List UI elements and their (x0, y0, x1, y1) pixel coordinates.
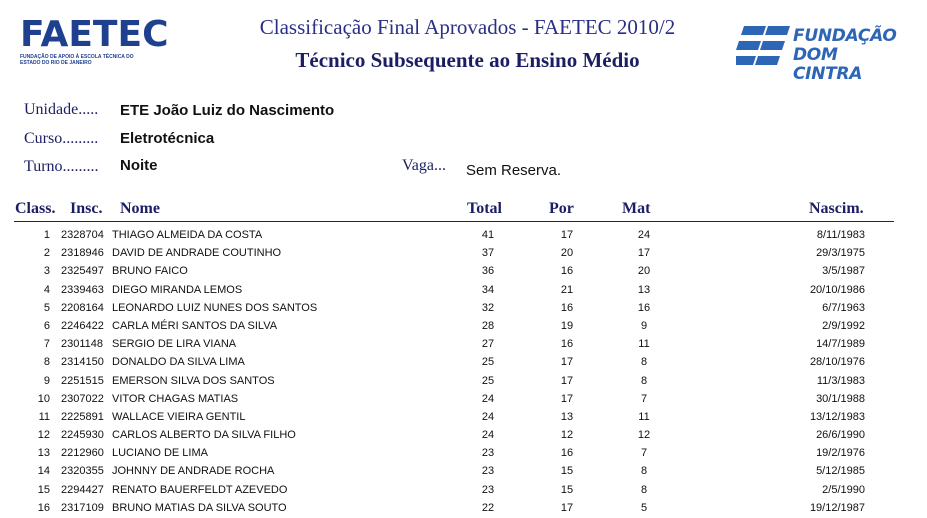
cell-nasc: 30/1/1988 (816, 392, 865, 405)
vaga-value: Sem Reserva. (466, 162, 562, 179)
col-header-insc: Insc. (70, 200, 103, 217)
cell-insc: 2314150 (61, 356, 104, 369)
cell-class: 10 (37, 392, 50, 405)
table-row (0, 373, 927, 391)
cell-total: 32 (481, 301, 495, 314)
cell-mat: 16 (637, 301, 651, 314)
cell-total: 25 (481, 374, 495, 387)
cell-insc: 2208164 (61, 301, 104, 314)
cell-total: 27 (481, 338, 495, 351)
col-header-total: Total (467, 200, 502, 217)
cell-mat: 11 (638, 410, 650, 423)
cell-class: 3 (43, 265, 50, 278)
cell-insc: 2246422 (61, 319, 104, 332)
cell-total: 28 (481, 319, 495, 332)
cell-por: 15 (560, 465, 574, 478)
dom-cintra-logo (736, 24, 906, 84)
cell-mat: 24 (637, 229, 651, 241)
cell-nome: WALLACE VIEIRA GENTIL (112, 410, 246, 423)
cell-total: 24 (481, 429, 495, 442)
cell-mat: 13 (637, 283, 651, 296)
cell-total: 24 (481, 392, 495, 405)
cell-por: 20 (560, 247, 574, 260)
cell-total: 22 (481, 501, 495, 514)
curso-label: Curso......... (24, 130, 99, 147)
cell-total: 23 (481, 447, 495, 460)
results-table (0, 227, 927, 518)
col-header-class: Class. (15, 200, 56, 217)
cell-insc: 2318946 (61, 247, 104, 260)
cell-mat: 20 (637, 265, 651, 278)
faetec-logo-word: FAETEC (20, 14, 169, 55)
cell-por: 16 (560, 338, 574, 351)
cell-nome: LEONARDO LUIZ NUNES DOS SANTOS (112, 301, 318, 314)
cell-total: 23 (481, 465, 495, 478)
cell-mat: 12 (637, 429, 651, 442)
cell-nasc: 13/12/1983 (809, 410, 865, 423)
cell-total: 36 (481, 265, 495, 278)
page-title: Classificação Final Aprovados - FAETEC 2010/2 (259, 15, 676, 39)
cell-class: 6 (43, 319, 50, 332)
unidade-label: Unidade..... (24, 101, 99, 118)
col-header-nome: Nome (120, 200, 160, 217)
cell-insc: 2325497 (61, 265, 104, 278)
table-row (0, 354, 927, 372)
cell-class: 1 (43, 229, 50, 241)
cell-insc: 2320355 (61, 465, 104, 478)
table-row (0, 227, 927, 245)
cell-nome: CARLA MÉRI SANTOS DA SILVA (112, 319, 278, 332)
cell-total: 37 (481, 247, 495, 260)
faetec-logo (20, 16, 170, 68)
table-row (0, 318, 927, 336)
cell-nasc: 19/2/1976 (816, 447, 865, 460)
cell-total: 23 (481, 483, 495, 496)
vaga-label: Vaga... (402, 157, 446, 174)
cell-class: 2 (43, 247, 50, 260)
cell-total: 24 (481, 410, 495, 423)
cell-por: 17 (560, 392, 574, 405)
table-row (0, 391, 927, 409)
cell-por: 13 (560, 410, 574, 423)
cell-por: 17 (560, 501, 574, 514)
unidade-value: ETE João Luiz do Nascimento (120, 102, 335, 119)
table-row (0, 445, 927, 463)
cell-nome: LUCIANO DE LIMA (112, 447, 208, 460)
cell-total: 34 (481, 283, 495, 296)
cell-nasc: 2/5/1990 (822, 483, 865, 496)
cell-insc: 2339463 (61, 283, 104, 296)
cell-class: 8 (43, 356, 50, 369)
cell-mat: 7 (640, 392, 648, 405)
cell-class: 16 (37, 501, 50, 514)
cell-por: 12 (560, 429, 574, 442)
table-row (0, 463, 927, 481)
cell-insc: 2245930 (61, 429, 104, 442)
cell-nasc: 8/11/1983 (816, 229, 865, 241)
col-header-nascim: Nascim. (809, 200, 864, 217)
cell-por: 17 (560, 374, 574, 387)
cell-nasc: 28/10/1976 (809, 356, 865, 369)
cell-por: 16 (560, 301, 574, 314)
cell-nome: SERGIO DE LIRA VIANA (112, 338, 237, 351)
cell-mat: 8 (640, 356, 648, 369)
cell-total: 41 (481, 229, 495, 241)
cell-insc: 2294427 (61, 483, 104, 496)
cell-insc: 2212960 (61, 447, 104, 460)
cell-insc: 2317109 (61, 501, 104, 514)
table-row (0, 300, 927, 318)
cell-nasc: 11/3/1983 (816, 374, 865, 387)
cell-mat: 17 (637, 247, 651, 260)
cell-nasc: 26/6/1990 (816, 429, 865, 442)
cell-class: 11 (38, 410, 50, 423)
header-divider (14, 221, 894, 222)
cell-nome: VITOR CHAGAS MATIAS (112, 392, 239, 405)
cell-nome: DONALDO DA SILVA LIMA (112, 356, 245, 369)
cell-por: 15 (560, 483, 574, 496)
cell-nasc: 2/9/1992 (822, 319, 865, 332)
turno-label: Turno......... (24, 158, 99, 175)
cell-nasc: 5/12/1985 (816, 465, 865, 478)
cell-nasc: 6/7/1963 (822, 301, 865, 314)
cell-nasc: 19/12/1987 (809, 501, 865, 514)
cell-nasc: 14/7/1989 (816, 338, 865, 351)
cell-class: 12 (37, 429, 50, 442)
cell-por: 21 (560, 283, 574, 296)
cell-nome: RENATO BAUERFELDT AZEVEDO (112, 483, 288, 496)
cell-nome: BRUNO FAICO (112, 265, 188, 278)
cell-nasc: 29/3/1975 (816, 247, 865, 260)
cell-total: 25 (481, 356, 495, 369)
turno-value: Noite (120, 157, 158, 174)
cell-por: 17 (560, 356, 574, 369)
dom-cintra-logo-mark-icon (736, 26, 792, 70)
table-row (0, 282, 927, 300)
cell-nome: CARLOS ALBERTO DA SILVA FILHO (112, 429, 296, 442)
dom-cintra-logo-text (793, 27, 906, 84)
col-header-por: Por (549, 200, 574, 217)
cell-class: 4 (43, 283, 50, 296)
faetec-logo-subtitle: FUNDAÇÃO DE APOIO À ESCOLA TÉCNICA DO ESTADO DO RIO DE JANEIRO (20, 54, 134, 66)
table-row (0, 336, 927, 354)
cell-nome: JOHNNY DE ANDRADE ROCHA (112, 465, 275, 478)
curso-value: Eletrotécnica (120, 130, 215, 147)
cell-insc: 2307022 (61, 392, 104, 405)
dom-cintra-logo-line2: DOM CINTRA (793, 45, 863, 84)
cell-por: 17 (560, 229, 574, 241)
table-row (0, 263, 927, 281)
cell-insc: 2301148 (61, 338, 104, 351)
cell-class: 13 (37, 447, 50, 460)
cell-class: 9 (43, 374, 50, 387)
cell-insc: 2225891 (61, 410, 104, 423)
cell-nome: THIAGO ALMEIDA DA COSTA (112, 229, 263, 241)
cell-nome: DAVID DE ANDRADE COUTINHO (112, 247, 282, 260)
cell-nome: EMERSON SILVA DOS SANTOS (112, 374, 275, 387)
table-row (0, 482, 927, 500)
cell-mat: 11 (638, 338, 650, 351)
col-header-mat: Mat (622, 200, 651, 217)
cell-mat: 8 (640, 483, 648, 496)
dom-cintra-logo-line1: FUNDAÇÃO (793, 26, 897, 46)
cell-nome: DIEGO MIRANDA LEMOS (112, 283, 243, 296)
cell-por: 16 (560, 265, 574, 278)
cell-class: 7 (43, 338, 50, 351)
table-row (0, 245, 927, 263)
cell-mat: 9 (640, 319, 648, 332)
cell-por: 16 (560, 447, 574, 460)
cell-class: 5 (43, 301, 50, 314)
cell-nome: BRUNO MATIAS DA SILVA SOUTO (112, 501, 287, 514)
cell-nasc: 20/10/1986 (809, 283, 865, 296)
page-subtitle: Técnico Subsequente ao Ensino Médio (295, 48, 640, 72)
cell-por: 19 (560, 319, 574, 332)
cell-mat: 8 (640, 465, 648, 478)
cell-insc: 2328704 (61, 229, 104, 241)
table-row (0, 409, 927, 427)
cell-mat: 5 (640, 501, 648, 514)
cell-class: 14 (37, 465, 50, 478)
cell-nasc: 3/5/1987 (822, 265, 865, 278)
cell-insc: 2251515 (61, 374, 104, 387)
table-row (0, 427, 927, 445)
cell-mat: 8 (640, 374, 648, 387)
cell-class: 15 (37, 483, 50, 496)
cell-mat: 7 (640, 447, 648, 460)
